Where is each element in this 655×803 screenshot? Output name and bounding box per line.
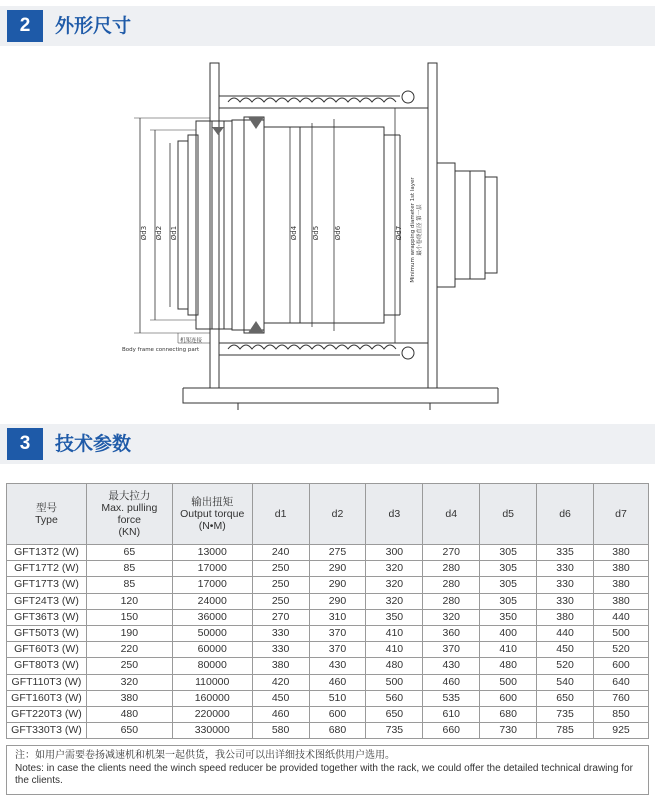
column-header-line: (N•M) (198, 520, 226, 532)
table-row (7, 690, 649, 706)
value-cell: 60000 (172, 642, 252, 658)
value-cell: 735 (537, 706, 594, 722)
value-cell: 13000 (172, 545, 252, 561)
section-number: 2 (7, 10, 43, 42)
value-cell: 540 (537, 674, 594, 690)
value-cell: 305 (480, 545, 537, 561)
column-header-line: d2 (331, 508, 344, 520)
value-cell: 160000 (172, 690, 252, 706)
column-header (537, 484, 594, 545)
dim-label-d2: Ød2 (155, 225, 163, 241)
value-cell: 580 (252, 723, 309, 739)
value-cell: 480 (86, 706, 172, 722)
value-cell: 250 (252, 561, 309, 577)
section-title: 技术参数 (55, 433, 132, 455)
value-cell: 430 (423, 658, 480, 674)
value-cell: 640 (594, 674, 649, 690)
notes-box (6, 745, 649, 795)
model-cell: GFT220T3 (W) (7, 706, 87, 722)
column-header-line: 型号 (35, 502, 57, 514)
value-cell: 450 (252, 690, 309, 706)
value-cell: 330 (537, 593, 594, 609)
value-cell: 350 (366, 609, 423, 625)
dim-label-d4: Ød4 (290, 225, 298, 241)
dim-label-d5: Ød5 (312, 225, 320, 241)
model-cell: GFT160T3 (W) (7, 690, 87, 706)
value-cell: 80000 (172, 658, 252, 674)
value-cell: 305 (480, 561, 537, 577)
section-header-technical-parameters (0, 424, 655, 464)
column-header (309, 484, 366, 545)
dim-label-d3: Ød3 (140, 225, 148, 241)
value-cell: 350 (480, 609, 537, 625)
model-cell: GFT17T3 (W) (7, 577, 87, 593)
value-cell: 275 (309, 545, 366, 561)
table-row (7, 658, 649, 674)
column-header-line: d4 (445, 508, 458, 520)
value-cell: 450 (537, 642, 594, 658)
value-cell: 600 (480, 690, 537, 706)
value-cell: 610 (423, 706, 480, 722)
value-cell: 410 (366, 625, 423, 641)
value-cell: 850 (594, 706, 649, 722)
value-cell: 320 (366, 561, 423, 577)
table-row (7, 625, 649, 641)
value-cell: 250 (252, 593, 309, 609)
value-cell: 280 (423, 561, 480, 577)
dim-label-d7: Ød7 (395, 225, 403, 241)
table-row (7, 545, 649, 561)
table-row (7, 723, 649, 739)
table-row (7, 609, 649, 625)
value-cell: 730 (480, 723, 537, 739)
value-cell: 120 (86, 593, 172, 609)
value-cell: 560 (366, 690, 423, 706)
value-cell: 380 (594, 577, 649, 593)
value-cell: 380 (86, 690, 172, 706)
value-cell: 380 (594, 593, 649, 609)
wrap-label-en: Minimum wrapping diameter 1st layer (410, 177, 416, 283)
value-cell: 330 (252, 625, 309, 641)
column-header-line: Type (35, 514, 58, 526)
value-cell: 510 (309, 690, 366, 706)
value-cell: 535 (423, 690, 480, 706)
column-header (252, 484, 309, 545)
value-cell: 650 (366, 706, 423, 722)
value-cell: 305 (480, 577, 537, 593)
value-cell: 320 (366, 593, 423, 609)
column-header (594, 484, 649, 545)
column-header-line: d6 (559, 508, 571, 520)
value-cell: 150 (86, 609, 172, 625)
value-cell: 480 (480, 658, 537, 674)
value-cell: 380 (594, 545, 649, 561)
column-header-line: d7 (615, 508, 627, 520)
value-cell: 330 (537, 577, 594, 593)
value-cell: 330000 (172, 723, 252, 739)
model-cell: GFT50T3 (W) (7, 625, 87, 641)
column-header-line: d3 (388, 508, 401, 520)
value-cell: 50000 (172, 625, 252, 641)
table-row (7, 706, 649, 722)
value-cell: 380 (594, 561, 649, 577)
value-cell: 460 (309, 674, 366, 690)
value-cell: 24000 (172, 593, 252, 609)
value-cell: 370 (423, 642, 480, 658)
value-cell: 280 (423, 593, 480, 609)
value-cell: 360 (423, 625, 480, 641)
value-cell: 65 (86, 545, 172, 561)
dimension-drawing (0, 55, 655, 415)
model-cell: GFT60T3 (W) (7, 642, 87, 658)
column-header-line: (KN) (118, 526, 141, 538)
value-cell: 330 (252, 642, 309, 658)
value-cell: 460 (423, 674, 480, 690)
model-cell: GFT36T3 (W) (7, 609, 87, 625)
value-cell: 310 (309, 609, 366, 625)
value-cell: 410 (366, 642, 423, 658)
value-cell: 330 (537, 561, 594, 577)
value-cell: 680 (480, 706, 537, 722)
value-cell: 290 (309, 577, 366, 593)
value-cell: 520 (594, 642, 649, 658)
value-cell: 735 (366, 723, 423, 739)
table-row (7, 577, 649, 593)
value-cell: 36000 (172, 609, 252, 625)
column-header (480, 484, 537, 545)
value-cell: 17000 (172, 577, 252, 593)
value-cell: 520 (537, 658, 594, 674)
value-cell: 290 (309, 593, 366, 609)
column-header (423, 484, 480, 545)
value-cell: 85 (86, 577, 172, 593)
frame-label-en: Body frame connecting part (122, 347, 200, 353)
value-cell: 320 (86, 674, 172, 690)
value-cell: 220000 (172, 706, 252, 722)
value-cell: 320 (366, 577, 423, 593)
column-header-line: 最大拉力 (108, 490, 151, 502)
value-cell: 250 (252, 577, 309, 593)
value-cell: 85 (86, 561, 172, 577)
section-number: 3 (7, 428, 43, 460)
dim-label-d6: Ød6 (334, 225, 342, 241)
value-cell: 380 (252, 658, 309, 674)
column-header (172, 484, 252, 545)
value-cell: 600 (309, 706, 366, 722)
value-cell: 220 (86, 642, 172, 658)
value-cell: 925 (594, 723, 649, 739)
value-cell: 460 (252, 706, 309, 722)
value-cell: 500 (366, 674, 423, 690)
column-header (366, 484, 423, 545)
table-row (7, 561, 649, 577)
column-header-line: Output torque (180, 508, 245, 520)
value-cell: 370 (309, 625, 366, 641)
column-header-line: Max. pulling (101, 502, 158, 514)
note-cn: 注：如用户需要卷扬减速机和机架一起供货，我公司可以出详细技术图纸供用户选用。 (15, 750, 395, 761)
value-cell: 440 (537, 625, 594, 641)
column-header (86, 484, 172, 545)
column-header (7, 484, 87, 545)
value-cell: 400 (480, 625, 537, 641)
value-cell: 500 (594, 625, 649, 641)
table-row (7, 593, 649, 609)
model-cell: GFT330T3 (W) (7, 723, 87, 739)
model-cell: GFT24T3 (W) (7, 593, 87, 609)
value-cell: 335 (537, 545, 594, 561)
value-cell: 680 (309, 723, 366, 739)
column-header-line: d5 (502, 508, 514, 520)
value-cell: 305 (480, 593, 537, 609)
value-cell: 440 (594, 609, 649, 625)
model-cell: GFT80T3 (W) (7, 658, 87, 674)
value-cell: 600 (594, 658, 649, 674)
value-cell: 240 (252, 545, 309, 561)
value-cell: 190 (86, 625, 172, 641)
value-cell: 270 (252, 609, 309, 625)
value-cell: 270 (423, 545, 480, 561)
dim-label-d1: Ød1 (170, 225, 178, 241)
value-cell: 300 (366, 545, 423, 561)
column-header-line: force (117, 514, 142, 526)
value-cell: 320 (423, 609, 480, 625)
value-cell: 370 (309, 642, 366, 658)
value-cell: 280 (423, 577, 480, 593)
value-cell: 110000 (172, 674, 252, 690)
column-header-line: 输出扭矩 (191, 496, 234, 508)
column-header-line: d1 (274, 508, 287, 520)
model-cell: GFT110T3 (W) (7, 674, 87, 690)
value-cell: 785 (537, 723, 594, 739)
value-cell: 250 (86, 658, 172, 674)
model-cell: GFT13T2 (W) (7, 545, 87, 561)
value-cell: 760 (594, 690, 649, 706)
value-cell: 430 (309, 658, 366, 674)
value-cell: 650 (86, 723, 172, 739)
value-cell: 410 (480, 642, 537, 658)
value-cell: 660 (423, 723, 480, 739)
value-cell: 17000 (172, 561, 252, 577)
frame-label-cn: 机架连接 (180, 338, 203, 344)
value-cell: 480 (366, 658, 423, 674)
value-cell: 290 (309, 561, 366, 577)
section-title: 外形尺寸 (55, 15, 132, 37)
section-header-dimensions (0, 6, 655, 46)
table-row (7, 642, 649, 658)
technical-parameters-table (6, 483, 649, 739)
value-cell: 500 (480, 674, 537, 690)
model-cell: GFT17T2 (W) (7, 561, 87, 577)
note-en: Notes: in case the clients need the winch speed reducer be provided together with the rack, we could offer the detailed technical drawing for the clients. (15, 762, 633, 786)
table-header-row (7, 484, 649, 545)
value-cell: 420 (252, 674, 309, 690)
wrap-label-cn: 最小卷绕直径 第一层 (417, 204, 423, 256)
value-cell: 650 (537, 690, 594, 706)
table-row (7, 674, 649, 690)
value-cell: 380 (537, 609, 594, 625)
